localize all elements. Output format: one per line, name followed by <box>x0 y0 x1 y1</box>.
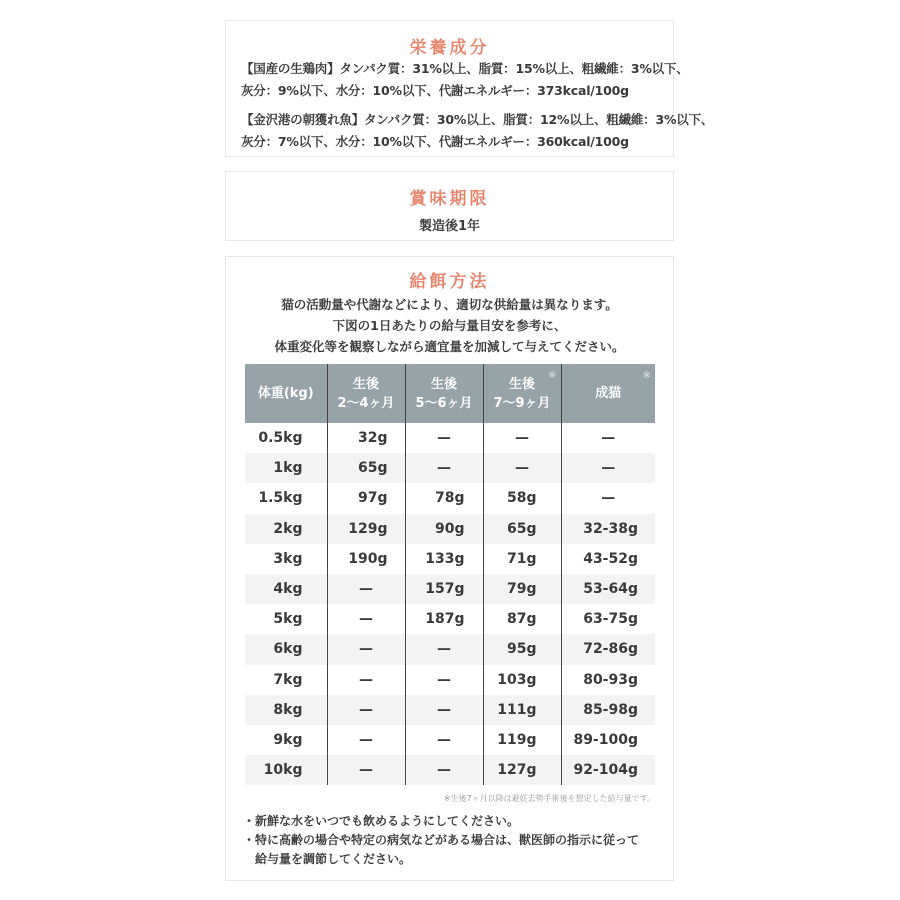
weight-cell: 1kg <box>245 453 327 483</box>
table-row <box>245 574 655 604</box>
amount-cell: — <box>327 665 405 695</box>
amount-cell: 65g <box>327 453 405 483</box>
amount-cell: 32-38g <box>561 514 655 544</box>
note-mark: ※ <box>642 370 651 381</box>
amount-cell: 119g <box>483 725 561 755</box>
weight-cell: 3kg <box>273 550 303 567</box>
feeding-card <box>225 256 674 881</box>
amount-cell: — <box>405 755 483 785</box>
amount-cell: — <box>405 423 483 453</box>
amount-cell: 133g <box>405 544 483 574</box>
feeding-intro-line: 猫の活動量や代謝などにより、適切な供給量は異なります。 <box>281 297 618 312</box>
table-row <box>245 695 655 725</box>
amount-cell: 190g <box>327 544 405 574</box>
amount-cell: 187g <box>405 604 483 634</box>
amount-cell: 89-100g <box>561 725 655 755</box>
nutrition-title: 栄養成分 <box>409 38 490 58</box>
amount-cell: — <box>327 755 405 785</box>
amount-cell: — <box>405 695 483 725</box>
amount-cell: — <box>561 453 655 483</box>
amount-cell: 58g <box>483 483 561 513</box>
amount-cell: 129g <box>327 514 405 544</box>
note-item-continuation: 給与量を調節してください。 <box>255 852 412 866</box>
amount-cell: — <box>483 423 561 453</box>
table-row <box>245 483 655 513</box>
amount-cell: 71g <box>483 544 561 574</box>
feeding-notes <box>243 812 639 869</box>
amount-cell: 97g <box>327 483 405 513</box>
amount-cell: 80-93g <box>561 665 655 695</box>
amount-cell: — <box>327 725 405 755</box>
weight-cell: 1.5kg <box>258 490 303 507</box>
note-item: ・新鮮な水をいつでも飲めるようにしてください。 <box>243 814 520 828</box>
amount-cell: — <box>405 634 483 664</box>
header-label: 生後 <box>352 376 379 392</box>
table-row <box>245 453 655 483</box>
feeding-table <box>245 364 655 785</box>
weight-cell: 10kg <box>245 755 327 785</box>
amount-cell: — <box>327 604 405 634</box>
table-row <box>245 634 655 664</box>
feeding-intro-line: 下図の1日あたりの給与量目安を参考に、 <box>332 318 567 333</box>
expiry-title: 賞味期限 <box>409 189 490 209</box>
feeding-title: 給餌方法 <box>409 272 490 292</box>
header-5-6-months <box>405 364 483 423</box>
header-sublabel: 2〜4ヶ月 <box>337 395 395 411</box>
amount-cell: 95g <box>483 634 561 664</box>
header-label: 生後 <box>430 376 457 392</box>
feeding-intro <box>226 294 673 357</box>
nutrition-chicken-line2: 灰分：9%以下、水分：10%以下、代謝エネルギー：373kcal/100g <box>241 83 629 98</box>
amount-cell: — <box>327 574 405 604</box>
amount-cell: 90g <box>405 514 483 544</box>
amount-cell: — <box>561 483 655 513</box>
amount-cell: — <box>405 725 483 755</box>
amount-cell: 79g <box>483 574 561 604</box>
amount-cell: — <box>405 453 483 483</box>
amount-cell: — <box>327 634 405 664</box>
note-item: ・特に高齢の場合や特定の病気などがある場合は、獣医師の指示に従って <box>243 833 640 847</box>
header-weight <box>245 364 327 423</box>
expiry-card <box>225 171 674 241</box>
table-header-row <box>245 364 655 423</box>
nutrition-fish <box>226 109 714 153</box>
header-adult <box>561 364 655 423</box>
amount-cell: — <box>483 453 561 483</box>
table-row <box>245 423 655 453</box>
table-row <box>245 725 655 755</box>
header-sublabel: 7〜9ヶ月 <box>493 395 551 411</box>
amount-cell: 92-104g <box>561 755 655 785</box>
amount-cell: 53-64g <box>561 574 655 604</box>
amount-cell: 78g <box>405 483 483 513</box>
amount-cell: 157g <box>405 574 483 604</box>
table-row <box>245 544 655 574</box>
expiry-text: 製造後1年 <box>418 219 481 234</box>
amount-cell: 65g <box>483 514 561 544</box>
header-label: 成猫 <box>595 386 622 401</box>
header-sublabel: 5〜6ヶ月 <box>415 395 473 411</box>
weight-cell: 8kg <box>245 695 327 725</box>
nutrition-chicken <box>226 58 689 102</box>
nutrition-fish-line1: 【金沢港の朝獲れ魚】タンパク質：30%以上、脂質：12%以上、粗繊維：3%以下、 <box>241 112 714 127</box>
header-label: 生後 <box>508 376 535 392</box>
table-row <box>245 604 655 634</box>
amount-cell: 87g <box>483 604 561 634</box>
weight-cell: 2kg <box>245 514 327 544</box>
amount-cell: — <box>405 665 483 695</box>
header-7-9-months <box>483 364 561 423</box>
nutrition-chicken-line1: 【国産の生鶏肉】タンパク質：31%以上、脂質：15%以上、粗繊維：3%以下、 <box>241 61 689 76</box>
amount-cell: 111g <box>483 695 561 725</box>
table-footnote: ※生後7ヶ月以降は避妊去勢手術後を想定した給与量です。 <box>443 794 655 803</box>
amount-cell: 72-86g <box>561 634 655 664</box>
amount-cell: 43-52g <box>561 544 655 574</box>
header-label: 体重(kg) <box>257 386 314 401</box>
amount-cell: 32g <box>327 423 405 453</box>
weight-cell: 6kg <box>245 634 327 664</box>
weight-cell: 7kg <box>273 671 303 688</box>
weight-cell: 9kg <box>273 731 303 748</box>
table-row <box>245 514 655 544</box>
header-2-4-months <box>327 364 405 423</box>
amount-cell: 85-98g <box>561 695 655 725</box>
weight-cell: 5kg <box>273 611 303 628</box>
feeding-intro-line: 体重変化等を観察しながら適宜量を加減して与えてください。 <box>274 339 625 354</box>
amount-cell: 127g <box>483 755 561 785</box>
weight-cell: 4kg <box>245 574 327 604</box>
weight-cell: 0.5kg <box>258 430 303 447</box>
amount-cell: — <box>561 423 655 453</box>
nutrition-fish-line2: 灰分：7%以下、水分：10%以下、代謝エネルギー：360kcal/100g <box>241 134 629 149</box>
table-row <box>245 665 655 695</box>
nutrition-card <box>225 20 714 157</box>
table-row <box>245 755 655 785</box>
amount-cell: 63-75g <box>561 604 655 634</box>
amount-cell: — <box>327 695 405 725</box>
note-mark: ※ <box>548 370 557 381</box>
amount-cell: 103g <box>483 665 561 695</box>
